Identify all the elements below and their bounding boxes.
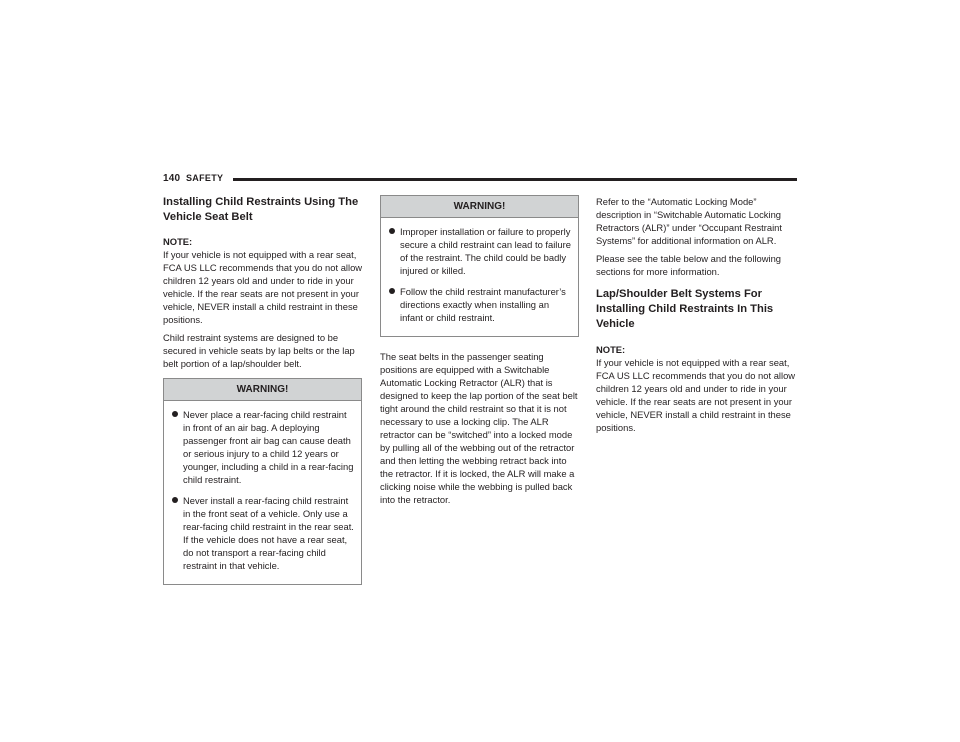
warning-item-text: Never place a rear-facing child restraint in front of an air bag. A deploying passenger front air bag can cause death or serious injury to a child 12 years or younger, including a child in a rear-facing child restraint. — [183, 409, 354, 485]
note-text: If your vehicle is not equipped with a rear seat, FCA US LLC recommends that you do not allow children 12 years old and under to ride in your vehicle. If the rear seats are not present in your vehicle, NEVER install a child restraint in these positions. — [163, 249, 363, 325]
bullet-icon — [389, 288, 395, 294]
warning-title: WARNING! — [164, 379, 361, 401]
page-header — [163, 173, 797, 187]
column-right — [596, 195, 796, 439]
warning-item-text: Improper installation or failure to properly secure a child restraint can lead to failure of the restraint. The child could be badly injured or killed. — [400, 226, 571, 276]
note-text: If your vehicle is not equipped with a rear seat, FCA US LLC recommends that you do not allow children 12 years old and under to ride in your vehicle. If the rear seats are not present in your vehicle, NEVER install a child restraint in these positions. — [596, 357, 796, 433]
page-number: 140 — [163, 173, 181, 184]
bullet-icon — [389, 228, 395, 234]
note-label: NOTE: — [163, 236, 193, 247]
bullet-icon — [172, 497, 178, 503]
warning-body — [164, 401, 361, 584]
section-title: SAFETY — [186, 173, 224, 183]
body-paragraph: Please see the table below and the following sections for more information. — [596, 253, 782, 277]
section-heading: Installing Child Restraints Using The Vehicle Seat Belt — [163, 196, 359, 223]
warning-item — [387, 285, 572, 324]
body-paragraph: The seat belts in the passenger seating positions are equipped with a Switchable Automatic Locking Retractor (ALR) that is designed to keep the lap portion of the seat belt tight around the child restraint so that it is not necessary to use a locking clip. The ALR retractor can be “switched” into a locked mode by pulling all of the webbing out of the retractor and then letting the webbing retract back into the retractor. If it is locked, the ALR will make a clicking noise while the webbing is pulled back into the retractor. — [380, 351, 578, 505]
warning-box — [163, 378, 362, 585]
warning-title: WARNING! — [381, 196, 578, 218]
warning-item — [170, 494, 355, 572]
column-left — [163, 195, 363, 585]
warning-box — [380, 195, 579, 337]
column-middle — [380, 195, 579, 511]
note-label: NOTE: — [596, 344, 626, 355]
warning-body — [381, 218, 578, 336]
section-heading: Lap/Shoulder Belt Systems For Installing Child Restraints In This Vehicle — [596, 288, 774, 330]
header-rule — [233, 178, 797, 181]
warning-item-text: Never install a rear-facing child restraint in the front seat of a vehicle. Only use a rear-facing child restraint in the rear seat. If the vehicle does not have a rear seat, do not transport a rear-facing child restraint in that vehicle. — [183, 495, 354, 571]
body-paragraph: Refer to the “Automatic Locking Mode” description in “Switchable Automatic Locking Retractors (ALR)” under “Occupant Restraint Systems” for additional information on ALR. — [596, 196, 783, 246]
body-paragraph: Child restraint systems are designed to be secured in vehicle seats by lap belts or the lap belt portion of a lap/shoulder belt. — [163, 332, 355, 369]
warning-item — [170, 408, 355, 486]
warning-item-text: Follow the child restraint manufacturer’s directions exactly when installing an infant or child restraint. — [400, 286, 566, 323]
bullet-icon — [172, 411, 178, 417]
warning-item — [387, 225, 572, 277]
